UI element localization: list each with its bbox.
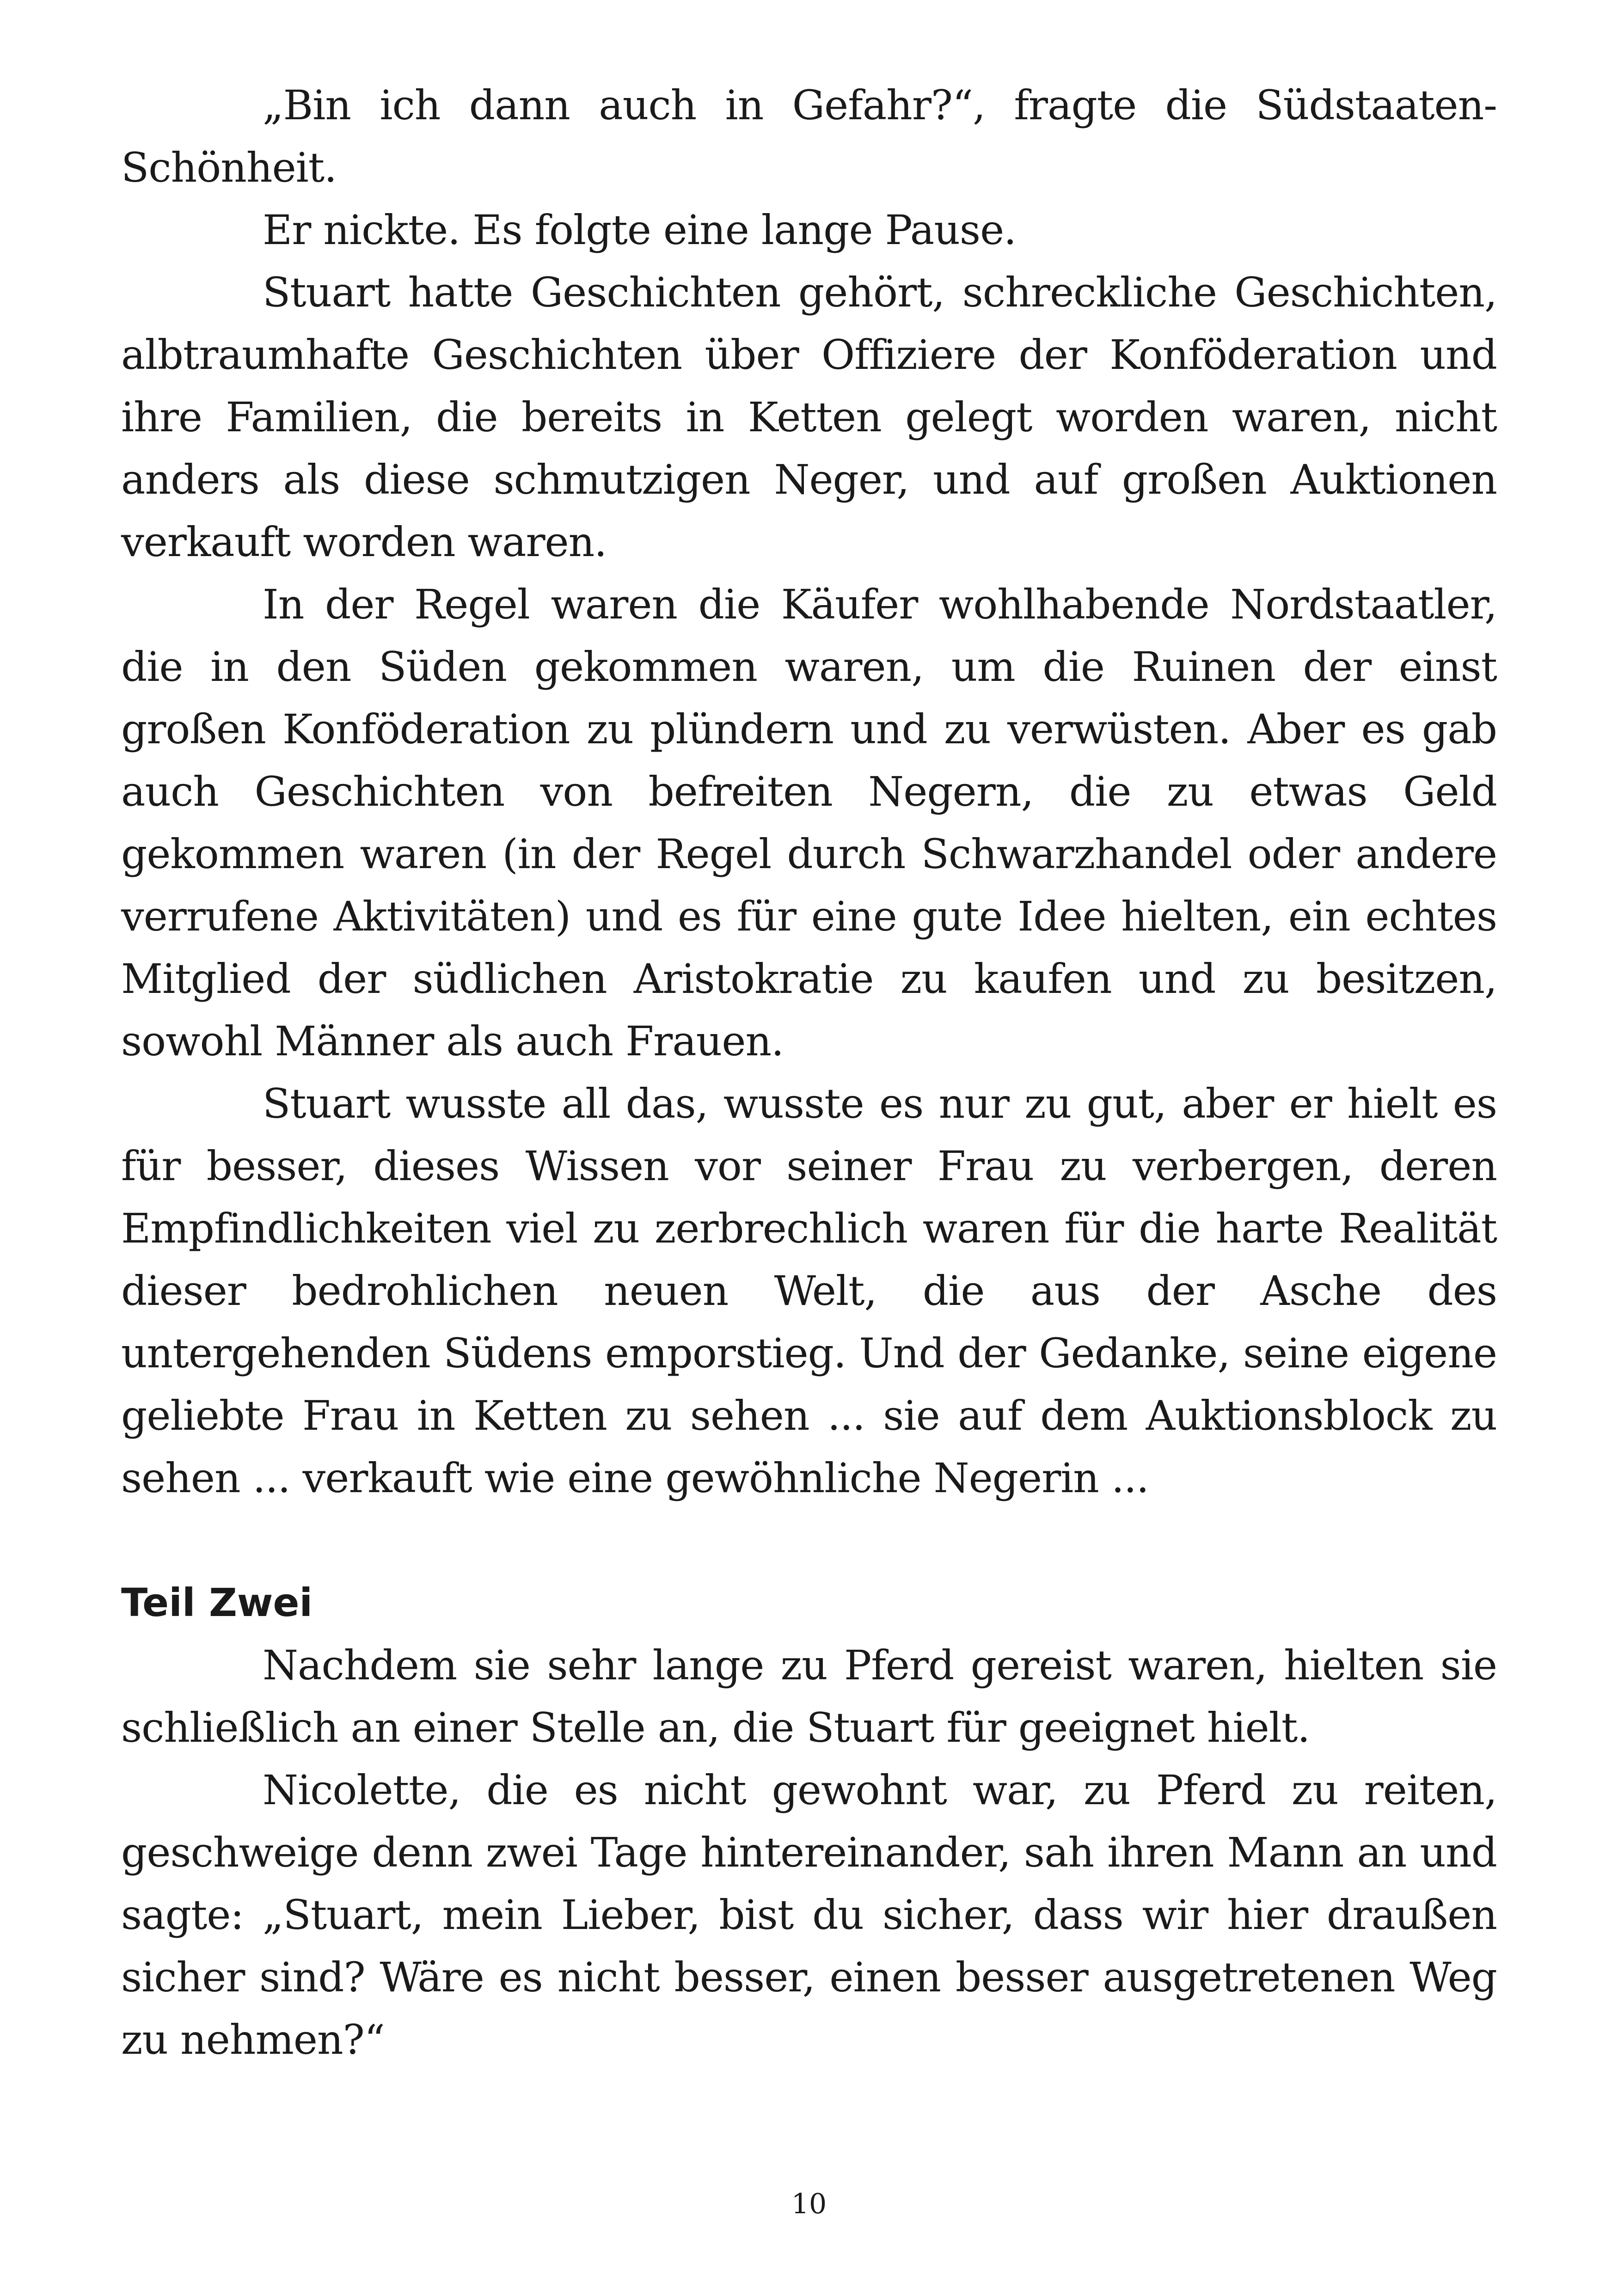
paragraph: Er nickte. Es folgte eine lange Pause.	[263, 206, 1017, 254]
paragraph: „Bin ich dann auch in Gefahr?“, fragte die Südstaaten-Schönheit.	[121, 81, 1497, 191]
paragraph: Nachdem sie sehr lange zu Pferd gereist waren, hielten sie schließlich an einer Stelle an, die Stuart für geeignet hielt.	[121, 1641, 1497, 1751]
section-heading: Teil Zwei	[121, 1580, 313, 1625]
paragraph: Nicolette, die es nicht gewohnt war, zu Pferd zu reiten, geschweige denn zwei Tage hintereinander, sah ihren Mann an und sagte: „Stuart, mein Lieber, bist du sicher, dass wir hier draußen sicher sind? Wäre es nicht besser, einen besser ausgetretenen Weg zu nehmen?“	[121, 1766, 1497, 2063]
paragraph: Stuart hatte Geschichten gehört, schreckliche Geschichten, albtraumhafte Geschichten über Offiziere der Konföderation und ihre Familien, die bereits in Ketten gelegt worden waren, nicht anders als diese schmutzigen Neger, und auf großen Auktionen verkauft worden waren.	[121, 269, 1497, 566]
page-number: 10	[791, 2188, 827, 2220]
paragraph: In der Regel waren die Käufer wohlhabende Nordstaatler, die in den Süden gekommen waren, um die Ruinen der einst großen Konföderation zu plündern und zu verwüsten. Aber es gab auch Geschichten von befreiten Negern, die zu etwas Geld gekommen waren (in der Regel durch Schwarzhandel oder andere verrufene Aktivitäten) und es für eine gute Idee hielten, ein echtes Mitglied der südlichen Aristokratie zu kaufen und zu besitzen, sowohl Männer als auch Frauen.	[121, 581, 1497, 1065]
page-body	[121, 74, 1497, 2071]
paragraph: Stuart wusste all das, wusste es nur zu gut, aber er hielt es für besser, dieses Wissen vor seiner Frau zu verbergen, deren Empfindlichkeiten viel zu zerbrechlich waren für die harte Realität dieser bedrohlichen neuen Welt, die aus der Asche des untergehenden Südens emporstieg. Und der Gedanke, seine eigene geliebte Frau in Ketten zu sehen ... sie auf dem Auktionsblock zu sehen ... verkauft wie eine gewöhnliche Negerin ...	[121, 1080, 1497, 1502]
